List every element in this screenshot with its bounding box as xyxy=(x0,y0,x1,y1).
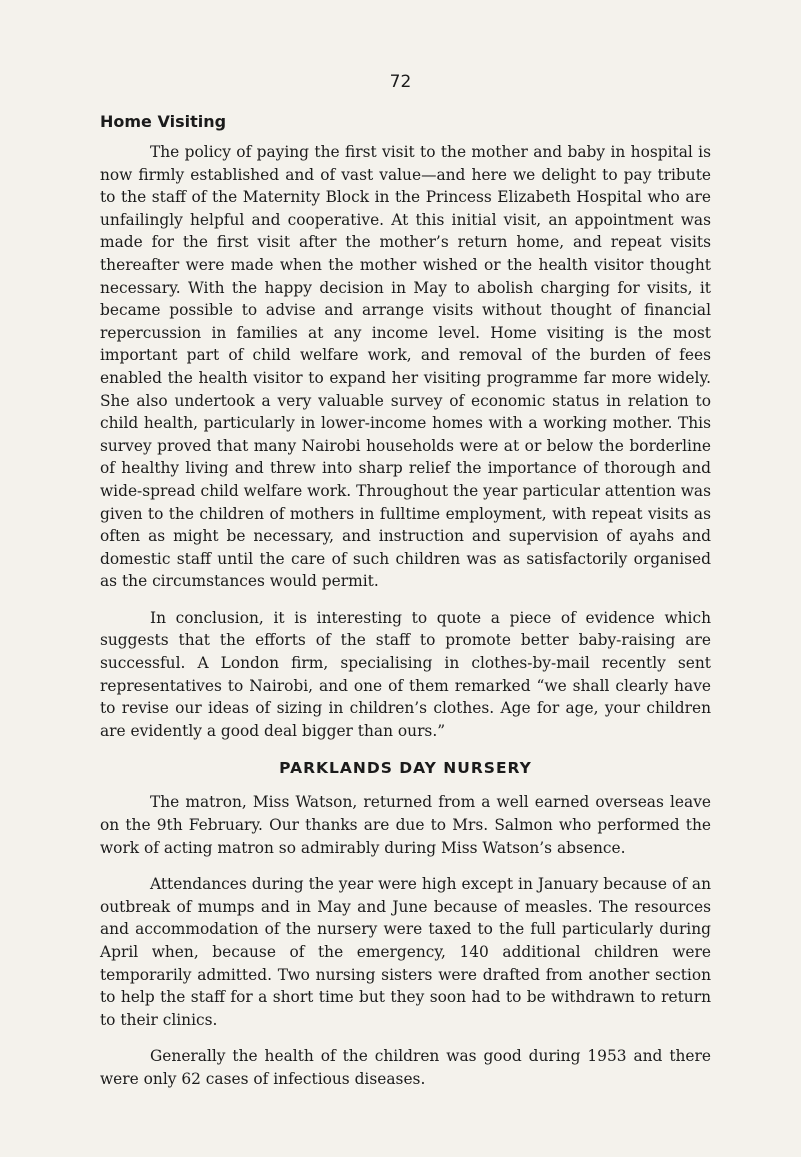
page-number: 72 xyxy=(389,72,412,92)
page-content xyxy=(100,112,711,1105)
paragraph: Attendances during the year were high except in January because of an outbreak of mumps and in May and June because of measles. The resources and accommodation of the nursery were taxed to the full particularly during April when, because of the emergency, 140 additional children were temporarily admitted. Two nursing sisters were drafted from another section to help the staff for a short time but they soon had to be withdrawn to return to their clinics. xyxy=(100,875,711,1029)
paragraph: The matron, Miss Watson, returned from a well earned overseas leave on the 9th February. Our thanks are due to Mrs. Salmon who performed the work of acting matron so admirably during Miss Watson’s absence. xyxy=(100,793,711,857)
section-heading-home-visiting: Home Visiting xyxy=(100,112,227,131)
paragraph: In conclusion, it is interesting to quote a piece of evidence which suggests that the efforts of the staff to promote better baby-raising are successful. A London firm, specialising in clothes-by-mail recently sent representatives to Nairobi, and one of them remarked “we shall clearly have to revise our ideas of sizing in children’s clothes. Age for age, your children are evidently a good deal bigger than ours.” xyxy=(100,608,711,740)
paragraph: The policy of paying the first visit to the mother and baby in hospital is now firmly established and of vast value—and here we delight to pay tribute to the staff of the Maternity Block in the Princess Elizabeth Hospital who are unfailingly helpful and cooperative. At this initial visit, an appointment was made for the first visit after the mother’s return home, and repeat visits thereafter were made when the mother wished or the health visitor thought necessary. With the happy decision in May to abolish charging for visits, it became possible to advise and arrange visits without thought of financial repercussion in families at any income level. Home visiting is the most important part of child welfare work, and removal of the burden of fees enabled the health visitor to expand her visiting programme far more widely. She also undertook a very valuable survey of economic status in relation to child health, particularly in lower-income homes with a working mother. This survey proved that many Nairobi households were at or below the borderline of healthy living and threw into sharp relief the importance of thorough and wide-spread child welfare work. Throughout the year particular attention was given to the children of mothers in fulltime employment, with repeat visits as often as might be necessary, and instruction and supervision of ayahs and domestic staff until the care of such children was as satisfactorily organised as the circumstances would permit. xyxy=(100,143,711,591)
paragraph: Generally the health of the children was good during 1953 and there were only 62 cases of infectious diseases. xyxy=(100,1047,711,1088)
section-heading-parklands-day-nursery: PARKLANDS DAY NURSERY xyxy=(279,759,532,778)
